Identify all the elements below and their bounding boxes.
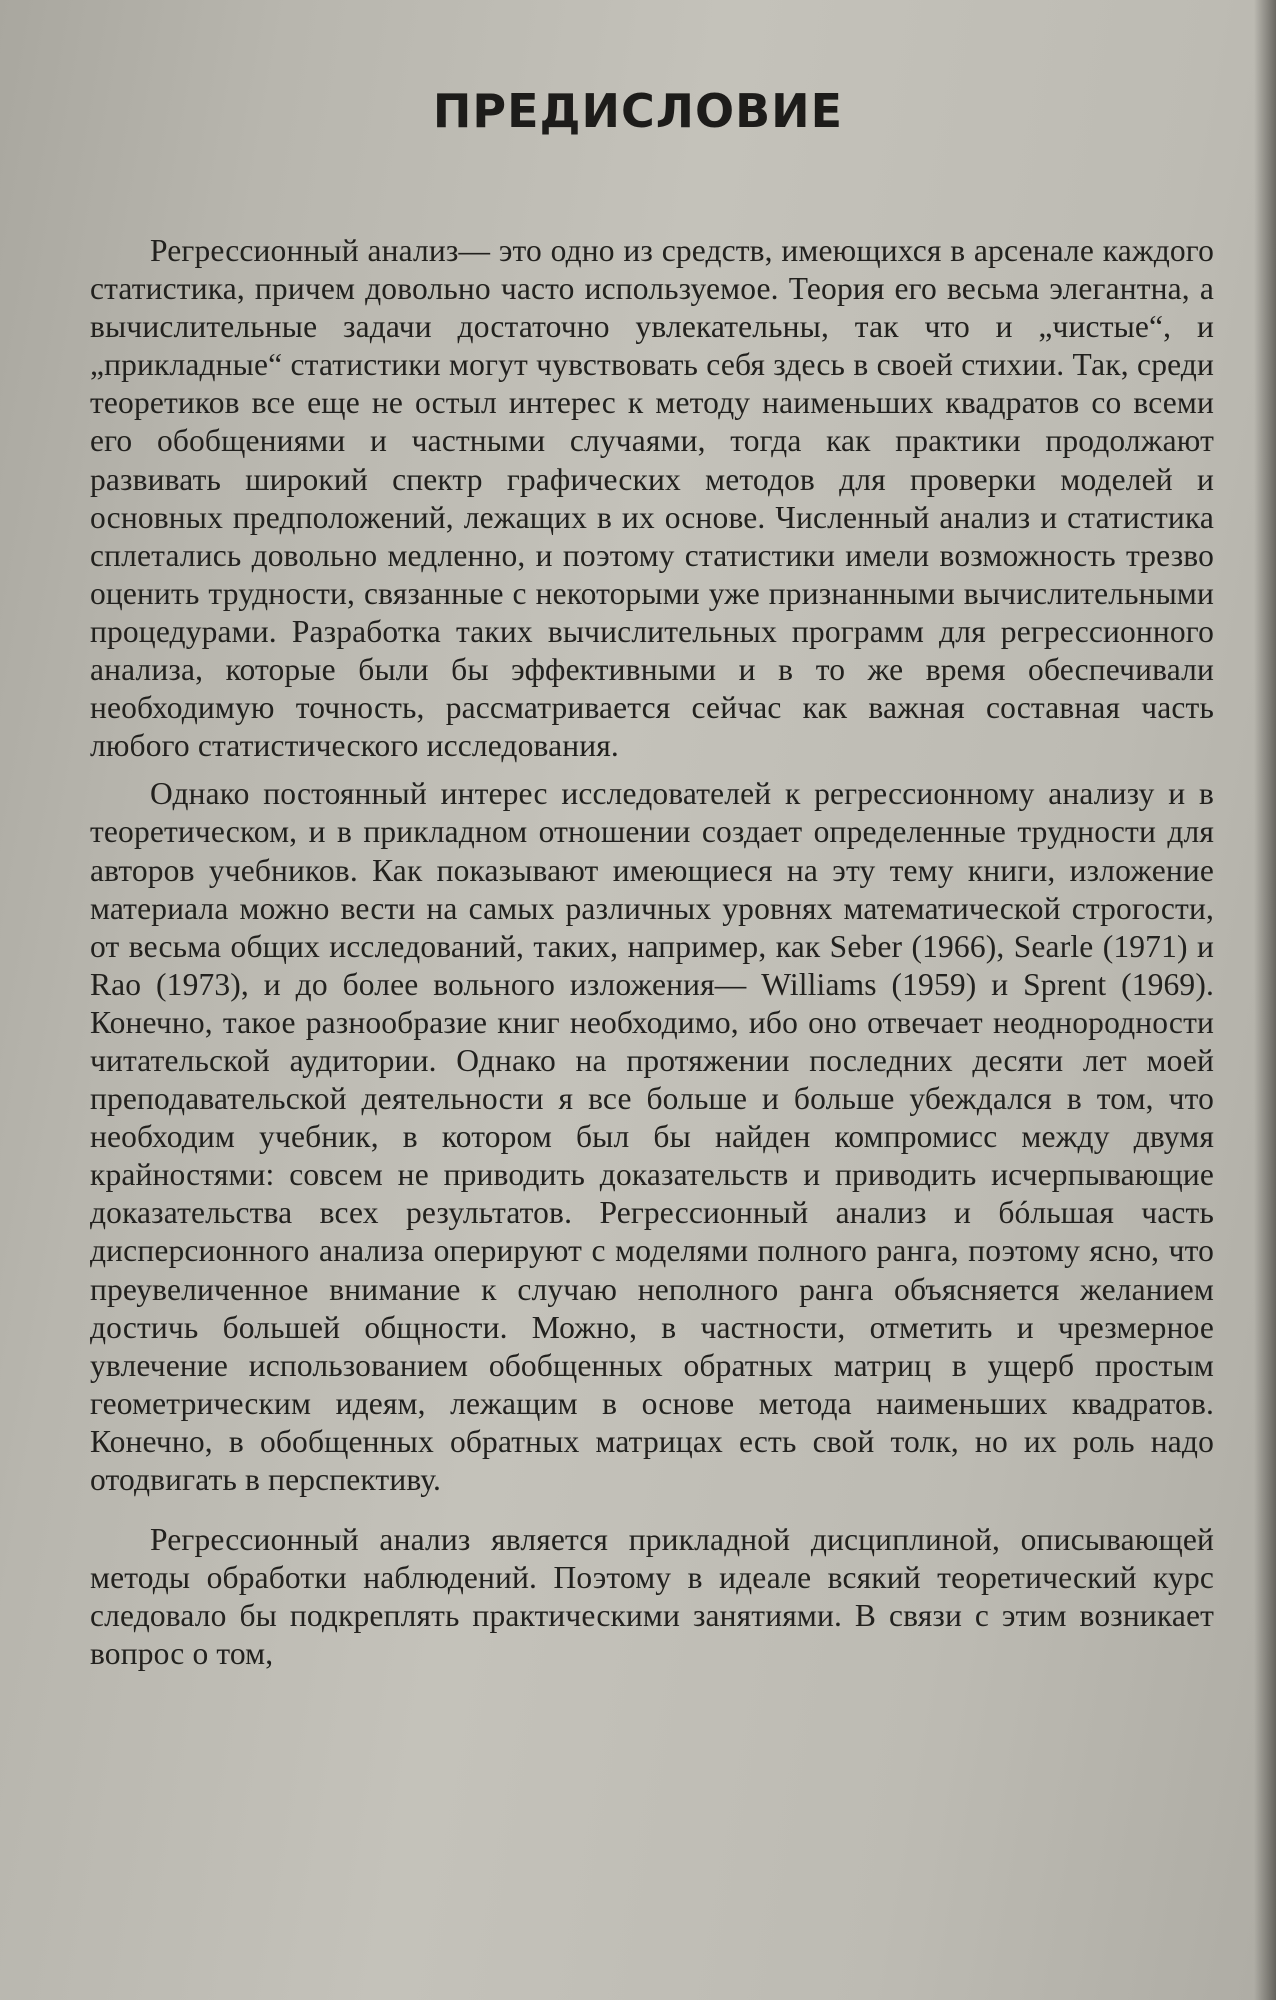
page-title: ПРЕДИСЛОВИЕ <box>432 84 844 138</box>
paragraph-2: Однако постоянный интерес исследователей к регрессионному анализу и в теоретическом, и в прикладном отношении создает определенные трудности для авторов учебников. Как показывают имеющиеся на эту тему книги, изложение материала можно вести на самых различных уровнях математической строгости, от весьма общих исследований, таких, например, как Seber (1966), Searle (1971) и Rao (1973), и до более вольного изложения— Williams (1959) и Sprent (1969). Конечно, такое разнообразие книг необходимо, ибо оно отвечает неоднородности читательской аудитории. Однако на протяжении последних десяти лет моей преподавательской деятельности я все больше и больше убеждался в том, что необходим учебник, в котором был бы найден компромисс между двумя крайностями: совсем не приводить доказательств и приводить исчерпывающие доказательства всех результатов. Регрессионный анализ и бóльшая часть дисперсионного анализа оперируют с моделями полного ранга, поэтому ясно, что преувеличенное внимание к случаю неполного ранга объясняется желанием достичь большей общности. Можно, в частности, отметить и чрезмерное увлечение использованием обобщенных обратных матриц в ущерб простым геометрическим идеям, лежащим в основе метода наименьших квадратов. Конечно, в обобщенных обратных матрицах есть свой толк, но их роль надо отодвигать в перспективу. <box>90 776 1214 1497</box>
page-body <box>90 232 1214 1673</box>
page-edge-shadow <box>1254 0 1276 2000</box>
paragraph-3: Регрессионный анализ является прикладной дисциплиной, описывающей методы обработки наблюдений. Поэтому в идеале всякий теоретический курс следовало бы подкреплять практическими занятиями. В связи с этим возникает вопрос о том, <box>90 1522 1214 1672</box>
paragraph-1: Регрессионный анализ— это одно из средств, имеющихся в арсенале каждого статистика, причем довольно часто используемое. Теория его весьма элегантна, а вычислительные задачи достаточно увлекательны, так что и „чистые“, и „прикладные“ статистики могут чувствовать себя здесь в своей стихии. Так, среди теоретиков все еще не остыл интерес к методу наименьших квадратов со всеми его обобщениями и частными случаями, тогда как практики продолжают развивать широкий спектр графических методов для проверки моделей и основных предположений, лежащих в их основе. Численный анализ и статистика сплетались довольно медленно, и поэтому статистики имели возможность трезво оценить трудности, связанные с некоторыми уже признанными вычислительными процедурами. Разработка таких вычислительных программ для регрессионного анализа, которые были бы эффективными и в то же время обеспечивали необходимую точность, рассматривается сейчас как важная составная часть любого статистического исследования. <box>90 233 1214 764</box>
